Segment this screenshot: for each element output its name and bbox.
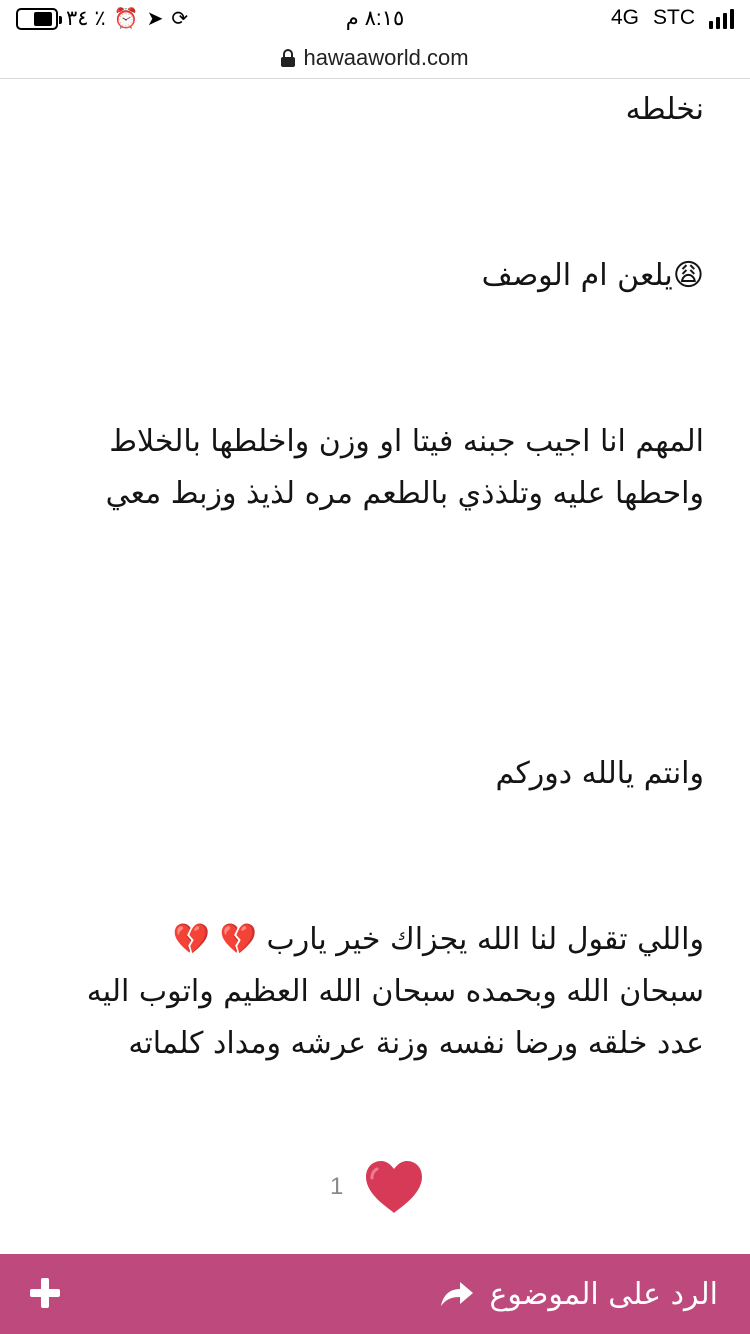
weary-face-emoji: 😩	[672, 258, 704, 293]
heart-icon[interactable]	[363, 1159, 425, 1215]
post-line: واحطها عليه وتلذذي بالطعم مره لذيذ وزبط معي	[105, 476, 704, 511]
reply-to-topic-button[interactable]	[440, 1254, 719, 1334]
post-line: 😩يلعن ام الوصف	[481, 258, 704, 293]
post-line: المهم انا اجيب جبنه فيتا او وزن واخلطها بالخلاط	[109, 424, 704, 459]
like-area	[330, 1156, 425, 1218]
location-arrow-icon: ➤	[146, 7, 164, 30]
post-line: وانتم يالله دوركم	[495, 756, 704, 791]
post-line: عدد خلقه ورضا نفسه وزنة عرشه ومداد كلماته	[128, 1026, 704, 1061]
signal-icon	[709, 7, 734, 29]
carrier-name: STC	[653, 6, 695, 29]
lock-icon	[281, 49, 295, 67]
bottom-action-bar	[0, 1254, 750, 1334]
alarm-icon: ⏰	[113, 7, 139, 30]
status-time: ٨:١٥ م	[345, 7, 405, 30]
broken-heart-emoji: 💔 💔	[172, 922, 257, 957]
add-button[interactable]	[28, 1276, 62, 1310]
address-bar[interactable]	[0, 38, 750, 79]
share-arrow-icon	[440, 1280, 474, 1308]
url-text[interactable]: hawaaworld.com	[303, 45, 469, 70]
status-right	[611, 6, 734, 30]
network-type: 4G	[610, 6, 639, 29]
post-line: سبحان الله وبحمده سبحان الله العظيم واتوب اليه	[86, 974, 704, 1009]
battery-percent: ٣٤ ٪	[66, 7, 106, 30]
like-count: 1	[330, 1173, 344, 1200]
reply-label: الرد على الموضوع	[489, 1276, 718, 1312]
post-line: واللي تقول لنا الله يجزاك خير يارب 💔 💔	[172, 922, 704, 957]
post-line: نخلطه	[625, 92, 704, 127]
rotation-lock-icon: ⟳	[171, 7, 189, 30]
post-body	[44, 84, 704, 1070]
